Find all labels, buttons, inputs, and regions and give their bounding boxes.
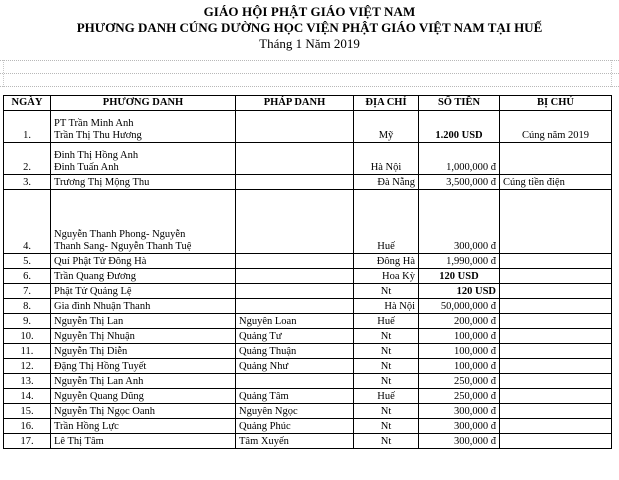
row-number: 8. — [4, 299, 51, 314]
address: Hà Nội — [354, 299, 419, 314]
note — [500, 419, 612, 434]
column-header-bi-chu: BỊ CHÚ — [500, 96, 612, 111]
amount: 120 USD — [419, 284, 500, 299]
table-row — [4, 190, 612, 254]
note — [500, 374, 612, 389]
donor-name: Quí Phật Tử Đông Hà — [51, 254, 236, 269]
donor-name: Nguyễn Quang Dũng — [51, 389, 236, 404]
table-row — [4, 344, 612, 359]
dharma-name — [236, 111, 354, 143]
donor-name: Gia đình Nhuận Thanh — [51, 299, 236, 314]
note — [500, 434, 612, 449]
dharma-name: Nguyên Loan — [236, 314, 354, 329]
table-row — [4, 284, 612, 299]
donor-name — [51, 190, 236, 254]
amount: 300,000 đ — [419, 404, 500, 419]
address: Nt — [354, 404, 419, 419]
dharma-name — [236, 299, 354, 314]
donation-table — [3, 95, 612, 449]
column-header-phuong-danh: PHƯƠNG DANH — [51, 96, 236, 111]
column-header-ngay: NGÀY — [4, 96, 51, 111]
note — [500, 344, 612, 359]
note — [500, 190, 612, 254]
row-number: 15. — [4, 404, 51, 419]
table-row — [4, 254, 612, 269]
address: Nt — [354, 374, 419, 389]
donor-name-line: Đinh Thị Hồng Anh — [54, 150, 139, 161]
address: Nt — [354, 284, 419, 299]
donor-name: Nguyễn Thị Diễn — [51, 344, 236, 359]
row-number: 4. — [4, 190, 51, 254]
donor-name-line: Thanh Sang- Nguyễn Thanh Tuệ — [54, 241, 192, 252]
row-number: 11. — [4, 344, 51, 359]
address: Hoa Kỳ — [354, 269, 419, 284]
note — [500, 329, 612, 344]
table-row — [4, 314, 612, 329]
note — [500, 359, 612, 374]
organization-title: GIÁO HỘI PHẬT GIÁO VIỆT NAM — [203, 4, 416, 19]
table-row — [4, 374, 612, 389]
address: Nt — [354, 344, 419, 359]
table-row — [4, 389, 612, 404]
donor-name: Trần Hồng Lực — [51, 419, 236, 434]
address: Nt — [354, 434, 419, 449]
amount: 250,000 đ — [419, 389, 500, 404]
amount: 100,000 đ — [419, 344, 500, 359]
address: Nt — [354, 419, 419, 434]
page-guide-line — [0, 60, 619, 61]
note — [500, 314, 612, 329]
amount: 120 USD — [419, 269, 500, 284]
donor-name — [51, 143, 236, 175]
donor-name: Nguyễn Thị Lan Anh — [51, 374, 236, 389]
amount: 1.200 USD — [419, 111, 500, 143]
column-header-phap-danh: PHÁP DANH — [236, 96, 354, 111]
row-number: 9. — [4, 314, 51, 329]
dharma-name: Quảng Tâm — [236, 389, 354, 404]
table-row — [4, 269, 612, 284]
row-number: 13. — [4, 374, 51, 389]
dharma-name: Tâm Xuyến — [236, 434, 354, 449]
table-row — [4, 175, 612, 190]
row-number: 5. — [4, 254, 51, 269]
table-row — [4, 329, 612, 344]
dharma-name: Nguyên Ngọc — [236, 404, 354, 419]
donor-name-line: Đinh Tuấn Anh — [54, 162, 119, 173]
amount: 50,000,000 đ — [419, 299, 500, 314]
row-number: 14. — [4, 389, 51, 404]
page-guide-line — [0, 73, 619, 74]
donor-name: Trần Quang Đương — [51, 269, 236, 284]
table-row — [4, 143, 612, 175]
table-row — [4, 299, 612, 314]
row-number: 7. — [4, 284, 51, 299]
row-number: 16. — [4, 419, 51, 434]
table-row — [4, 434, 612, 449]
amount: 200,000 đ — [419, 314, 500, 329]
amount: 3,500,000 đ — [419, 175, 500, 190]
document-title: PHƯƠNG DANH CÚNG DƯỜNG HỌC VIỆN PHẬT GIÁO VIỆT NAM TẠI HUẾ — [76, 20, 543, 35]
dharma-name — [236, 254, 354, 269]
note — [500, 389, 612, 404]
row-number: 3. — [4, 175, 51, 190]
address: Nt — [354, 329, 419, 344]
address: Hà Nội — [354, 143, 419, 175]
row-number: 17. — [4, 434, 51, 449]
column-header-so-tien: SỐ TIỀN — [419, 96, 500, 111]
row-number: 6. — [4, 269, 51, 284]
amount: 1,990,000 đ — [419, 254, 500, 269]
address: Đông Hà — [354, 254, 419, 269]
document-period: Tháng 1 Năm 2019 — [259, 36, 360, 51]
donor-name — [51, 111, 236, 143]
dharma-name — [236, 175, 354, 190]
note — [500, 143, 612, 175]
document-header — [0, 4, 619, 52]
amount: 100,000 đ — [419, 329, 500, 344]
dharma-name — [236, 143, 354, 175]
address: Mỹ — [354, 111, 419, 143]
dharma-name: Quảng Phúc — [236, 419, 354, 434]
address: Huế — [354, 389, 419, 404]
row-number: 12. — [4, 359, 51, 374]
amount: 250,000 đ — [419, 374, 500, 389]
table-row — [4, 419, 612, 434]
note — [500, 284, 612, 299]
page-guide-line — [3, 60, 4, 87]
donor-name: Nguyễn Thị Nhuận — [51, 329, 236, 344]
column-header-dia-chi: ĐỊA CHỈ — [354, 96, 419, 111]
dharma-name: Quảng Như — [236, 359, 354, 374]
dharma-name — [236, 284, 354, 299]
address: Huế — [354, 314, 419, 329]
table-row — [4, 404, 612, 419]
address: Đà Nẵng — [354, 175, 419, 190]
note: Cúng tiền điện — [500, 175, 612, 190]
dharma-name — [236, 190, 354, 254]
note — [500, 269, 612, 284]
amount: 1,000,000 đ — [419, 143, 500, 175]
donor-name: Nguyễn Thị Ngọc Oanh — [51, 404, 236, 419]
note: Cúng năm 2019 — [500, 111, 612, 143]
amount: 300,000 đ — [419, 419, 500, 434]
amount: 100,000 đ — [419, 359, 500, 374]
donor-name: Lê Thị Tâm — [51, 434, 236, 449]
note — [500, 404, 612, 419]
dharma-name: Quảng Tư — [236, 329, 354, 344]
donor-name-line: Trần Thị Thu Hương — [54, 130, 142, 141]
donor-name: Đặng Thị Hồng Tuyết — [51, 359, 236, 374]
row-number: 2. — [4, 143, 51, 175]
table-header-row — [4, 96, 612, 111]
note — [500, 299, 612, 314]
dharma-name — [236, 269, 354, 284]
row-number: 10. — [4, 329, 51, 344]
note — [500, 254, 612, 269]
page-guide-line — [611, 60, 612, 87]
dharma-name: Quảng Thuận — [236, 344, 354, 359]
address: Huế — [354, 190, 419, 254]
page-guide-line — [0, 86, 619, 87]
amount: 300,000 đ — [419, 190, 500, 254]
donor-name: Phật Tử Quảng Lệ — [51, 284, 236, 299]
amount: 300,000 đ — [419, 434, 500, 449]
table-row — [4, 111, 612, 143]
donor-name: Nguyễn Thị Lan — [51, 314, 236, 329]
row-number: 1. — [4, 111, 51, 143]
dharma-name — [236, 374, 354, 389]
table-row — [4, 359, 612, 374]
donor-name-line: PT Trần Minh Anh — [54, 118, 134, 129]
donor-name-line: Nguyễn Thanh Phong- Nguyễn — [54, 229, 186, 240]
donor-name: Trương Thị Mộng Thu — [51, 175, 236, 190]
address: Nt — [354, 359, 419, 374]
